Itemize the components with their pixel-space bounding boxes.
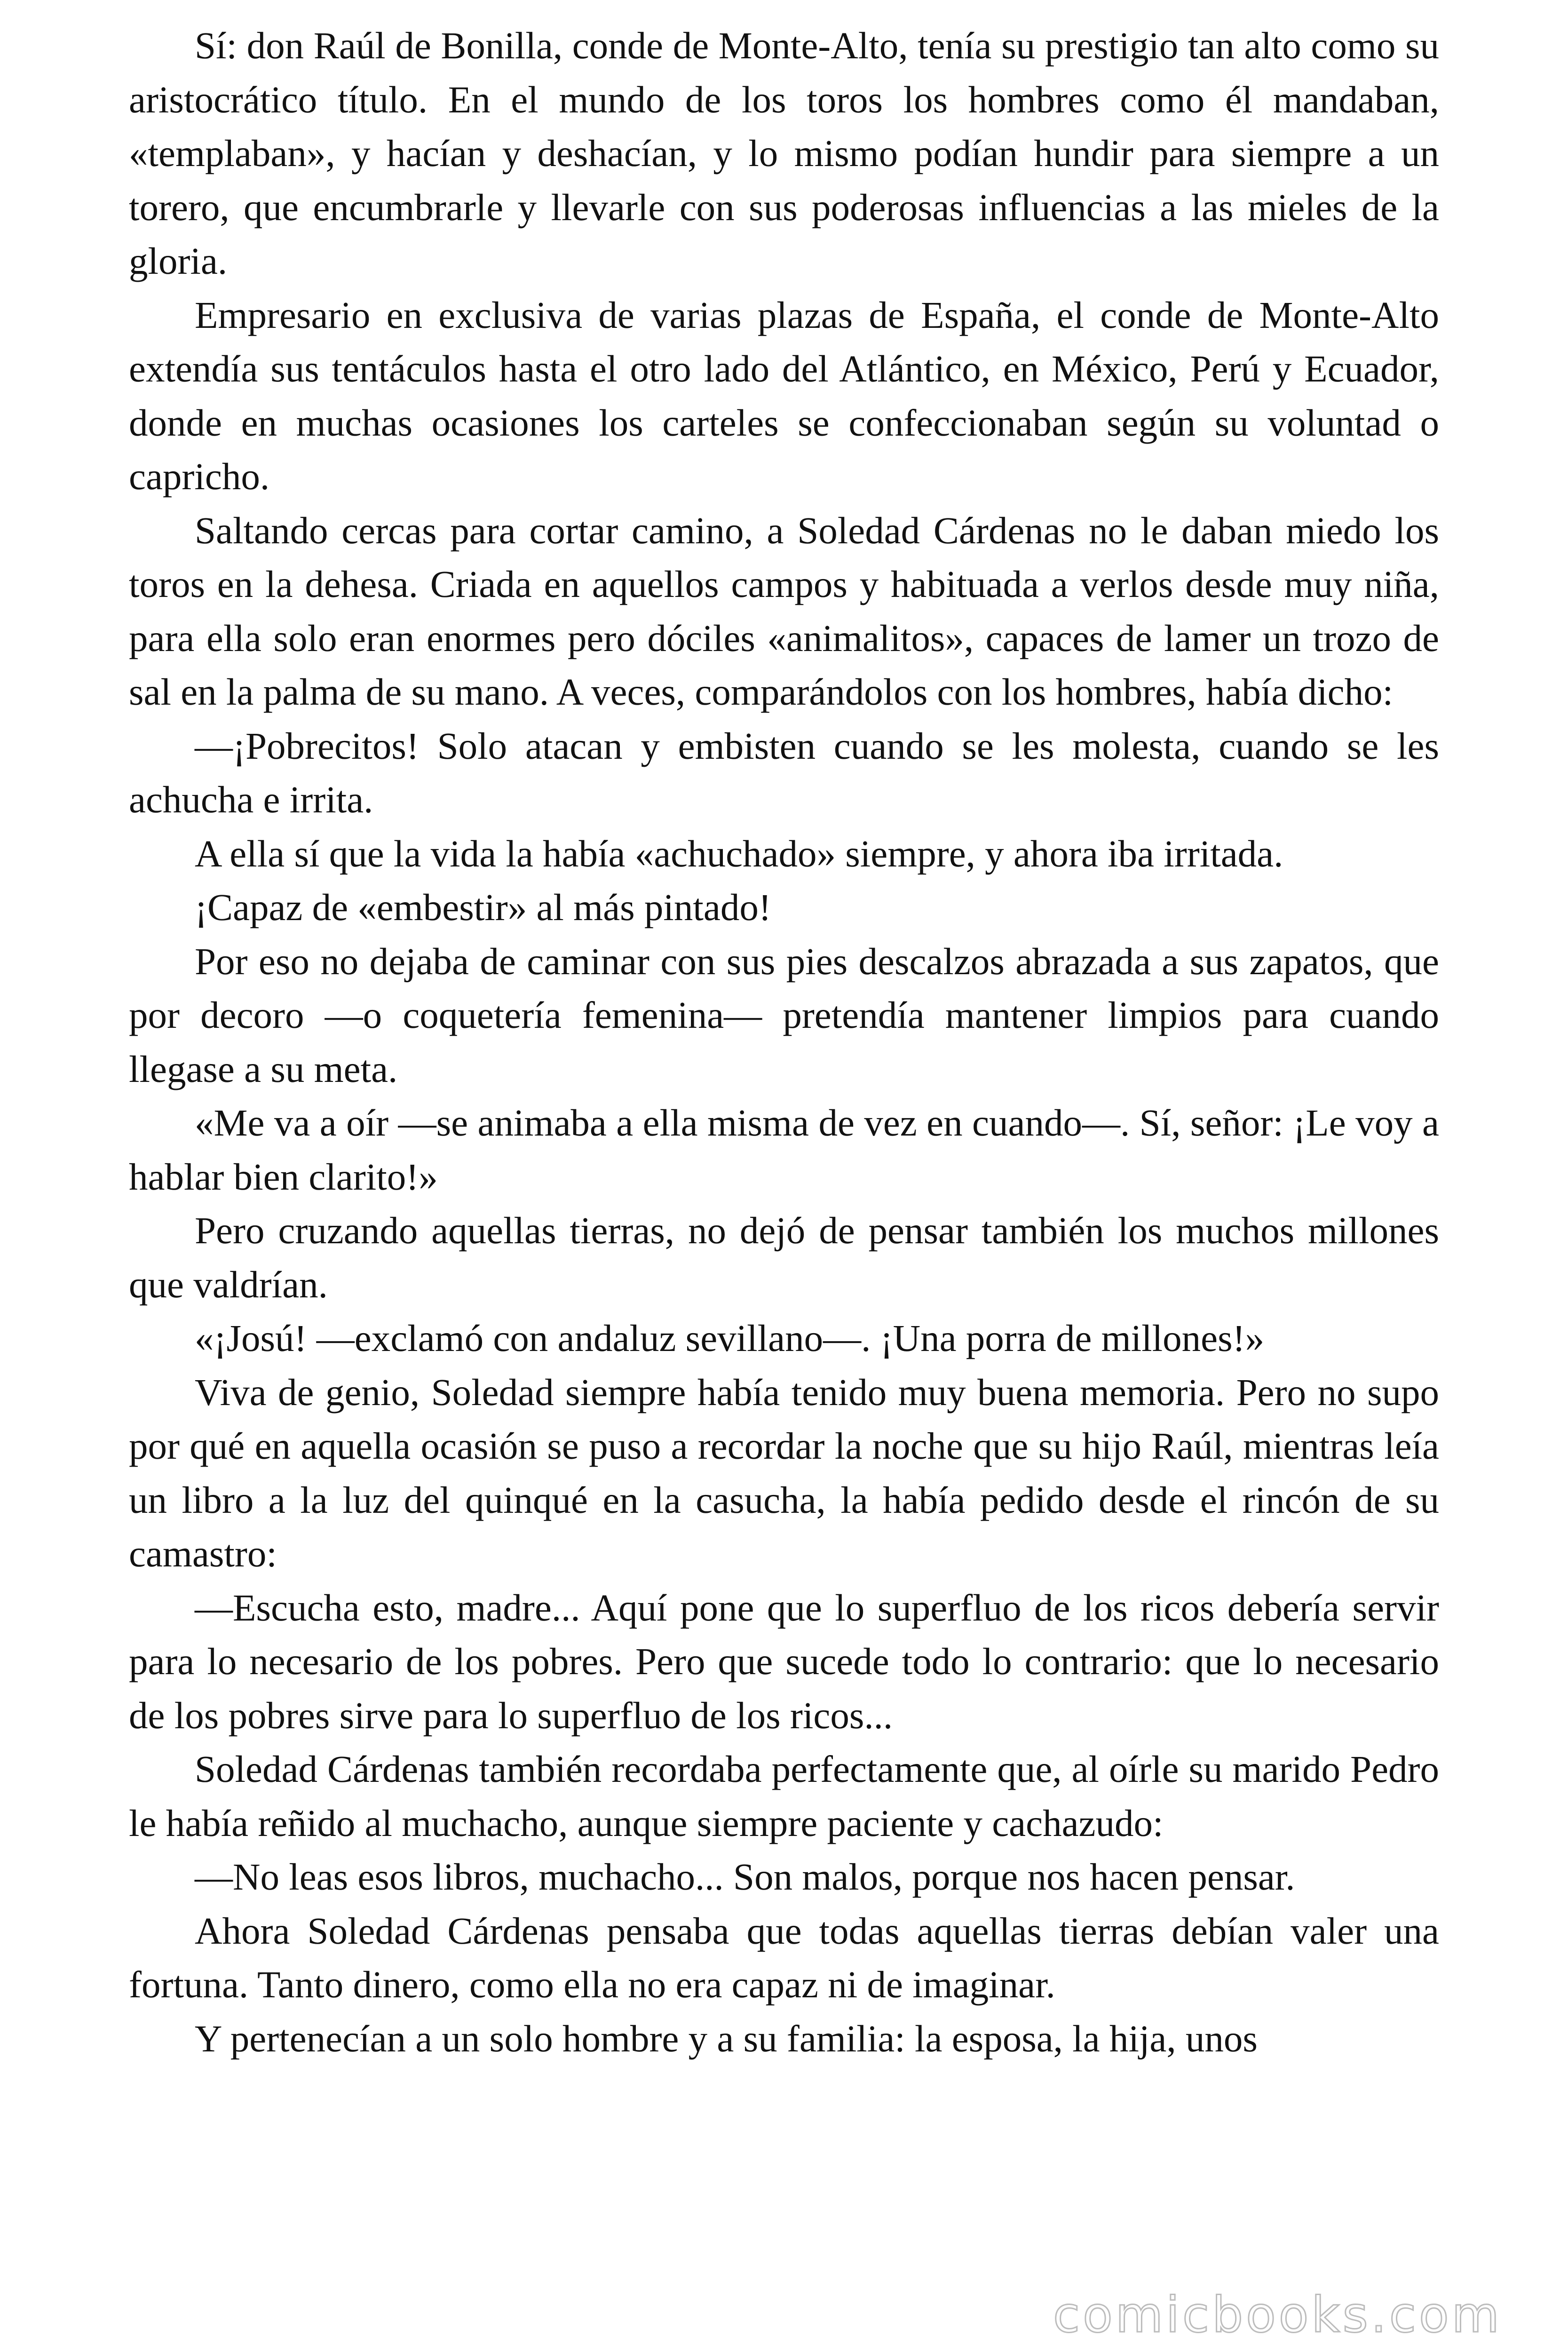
paragraph: Ahora Soledad Cárdenas pensaba que todas aquellas tierras debían valer una fortuna. Tanto dinero, como ella no era capaz ni de imaginar.	[129, 1909, 1439, 2006]
paragraph: «¡Josú! —exclamó con andaluz sevillano—. ¡Una porra de millones!»	[195, 1317, 1265, 1359]
paragraph: ¡Capaz de «embestir» al más pintado!	[195, 886, 771, 929]
paragraph: Por eso no dejaba de caminar con sus pies descalzos abrazada a sus zapatos, que por decoro —o coquetería femenina— pretendía mantener limpios para cuando llegase a su meta.	[129, 940, 1439, 1090]
paragraph: «Me va a oír —se animaba a ella misma de vez en cuando—. Sí, señor: ¡Le voy a hablar bien clarito!»	[129, 1102, 1439, 1198]
watermark: comicbooks.com	[1053, 2286, 1502, 2344]
paragraph: Empresario en exclusiva de varias plazas de España, el conde de Monte-Alto extendía sus tentáculos hasta el otro lado del Atlántico, en México, Perú y Ecuador, donde en muchas ocasiones los carteles se confeccionaban según su voluntad o capricho.	[129, 294, 1439, 498]
paragraph: —No leas esos libros, muchacho... Son malos, porque nos hacen pensar.	[195, 1856, 1295, 1898]
document-body	[129, 19, 1439, 2066]
paragraph: —¡Pobrecitos! Solo atacan y embisten cuando se les molesta, cuando se les achucha e irrita.	[129, 724, 1439, 821]
paragraph: Saltando cercas para cortar camino, a Soledad Cárdenas no le daban miedo los toros en la dehesa. Criada en aquellos campos y habituada a verlos desde muy niña, para ella solo eran enormes pero dóciles «animalitos», capaces de lamer un trozo de sal en la palma de su mano. A veces, comparándolos con los hombres, había dicho:	[129, 509, 1439, 713]
paragraph: A ella sí que la vida la había «achuchado» siempre, y ahora iba irritada.	[195, 832, 1283, 875]
paragraph: Sí: don Raúl de Bonilla, conde de Monte-Alto, tenía su prestigio tan alto como su aristocrático título. En el mundo de los toros los hombres como él mandaban, «templaban», y hacían y deshacían, y lo mismo podían hundir para siempre a un torero, que encumbrarle y llevarle con sus poderosas influencias a las mieles de la gloria.	[129, 24, 1439, 282]
paragraph: Y pertenecían a un solo hombre y a su familia: la esposa, la hija, unos	[195, 2017, 1258, 2060]
paragraph: Viva de genio, Soledad siempre había tenido muy buena memoria. Pero no supo por qué en aquella ocasión se puso a recordar la noche que su hijo Raúl, mientras leía un libro a la luz del quinqué en la casucha, la había pedido desde el rincón de su camastro:	[129, 1371, 1439, 1575]
paragraph: Soledad Cárdenas también recordaba perfectamente que, al oírle su marido Pedro le había reñido al muchacho, aunque siempre paciente y cachazudo:	[129, 1748, 1439, 1844]
paragraph: —Escucha esto, madre... Aquí pone que lo superfluo de los ricos debería servir para lo necesario de los pobres. Pero que sucede todo lo contrario: que lo necesario de los pobres sirve para lo superfluo de los ricos...	[129, 1586, 1439, 1737]
paragraph: Pero cruzando aquellas tierras, no dejó de pensar también los muchos millones que valdrían.	[129, 1209, 1439, 1306]
